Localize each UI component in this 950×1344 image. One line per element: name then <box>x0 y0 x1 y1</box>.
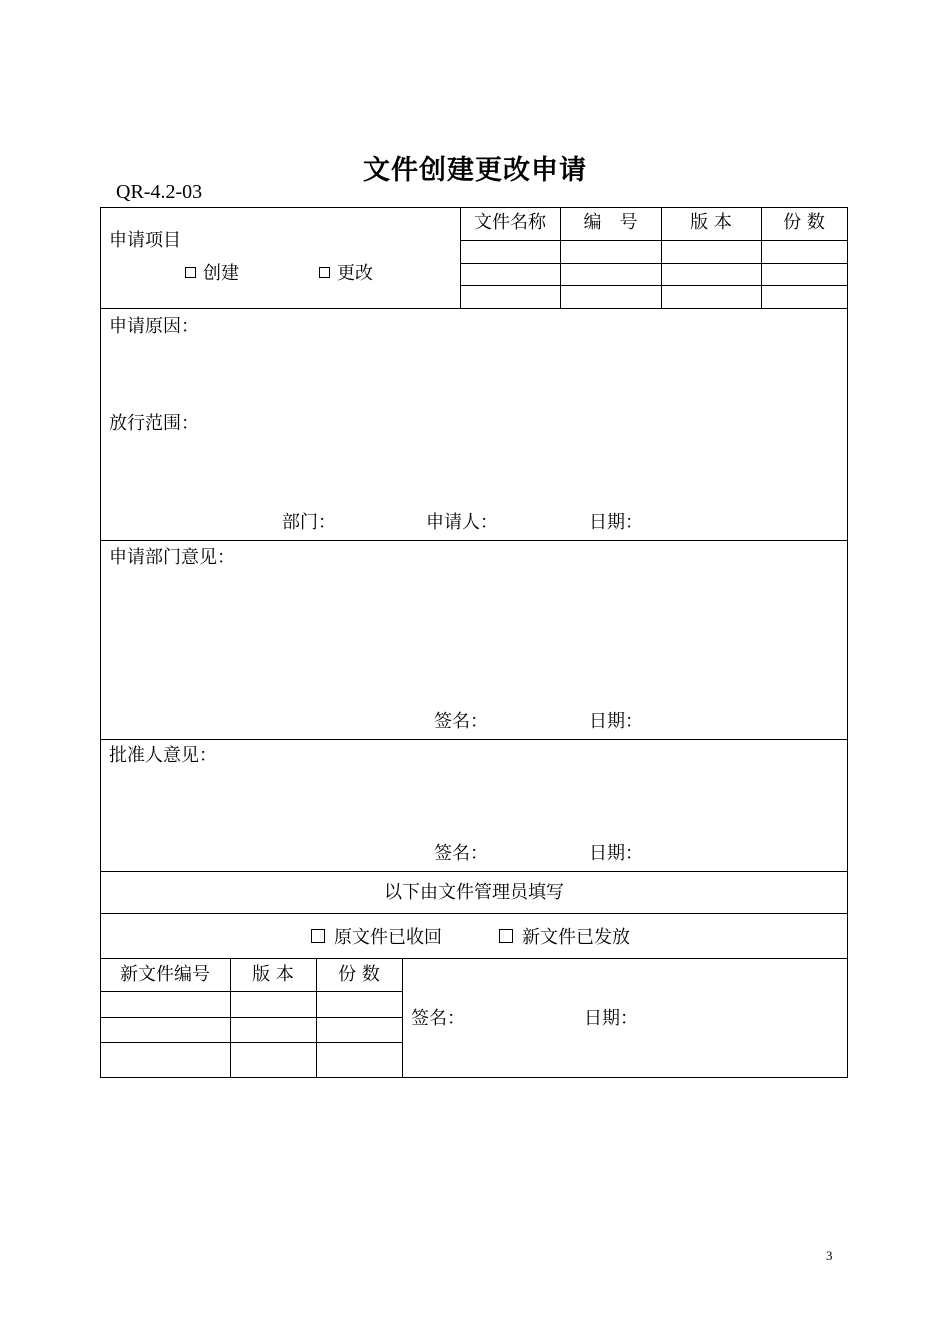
dept-opinion-sign-label: 签名： <box>434 711 488 732</box>
approver-date-label: 日期： <box>589 843 643 864</box>
approver-opinion-label: 批准人意见： <box>109 745 217 766</box>
option-change[interactable] <box>319 263 373 285</box>
create-checkbox[interactable] <box>185 267 196 278</box>
option-create-label: 创建 <box>203 263 239 284</box>
admin-date-label: 日期： <box>584 1008 638 1029</box>
dept-label: 部门： <box>282 512 336 533</box>
admin-heading: 以下由文件管理员填写 <box>384 882 564 903</box>
reason-date-label: 日期： <box>589 512 643 533</box>
request-item-label: 申请项目 <box>109 230 181 251</box>
header-version: 版 本 <box>690 212 732 233</box>
header-new-version: 版 本 <box>252 964 294 985</box>
page-number: 3 <box>826 1248 833 1263</box>
scope-label: 放行范围： <box>109 413 199 434</box>
option-create[interactable] <box>185 263 239 285</box>
reason-label: 申请原因： <box>109 316 199 337</box>
change-checkbox[interactable] <box>319 267 330 278</box>
header-doc-name: 文件名称 <box>474 212 546 233</box>
header-new-copies: 份 数 <box>338 964 380 985</box>
option-issued-label: 新文件已发放 <box>522 927 630 948</box>
option-change-label: 更改 <box>337 263 373 284</box>
dept-opinion-label: 申请部门意见： <box>109 547 235 568</box>
header-doc-number: 编 号 <box>583 212 638 233</box>
form-title: 文件创建更改申请 <box>363 155 587 186</box>
header-new-doc-number: 新文件编号 <box>120 964 210 985</box>
form-code: QR-4.2-03 <box>116 181 203 203</box>
recalled-checkbox[interactable] <box>311 929 325 943</box>
dept-opinion-date-label: 日期： <box>589 711 643 732</box>
option-issued[interactable] <box>499 927 630 949</box>
applicant-label: 申请人： <box>426 512 498 533</box>
admin-sign-label: 签名： <box>411 1008 465 1029</box>
option-recalled-label: 原文件已收回 <box>334 927 442 948</box>
header-copies: 份 数 <box>783 212 825 233</box>
option-recalled[interactable] <box>311 927 442 949</box>
issued-checkbox[interactable] <box>499 929 513 943</box>
approver-sign-label: 签名： <box>434 843 488 864</box>
